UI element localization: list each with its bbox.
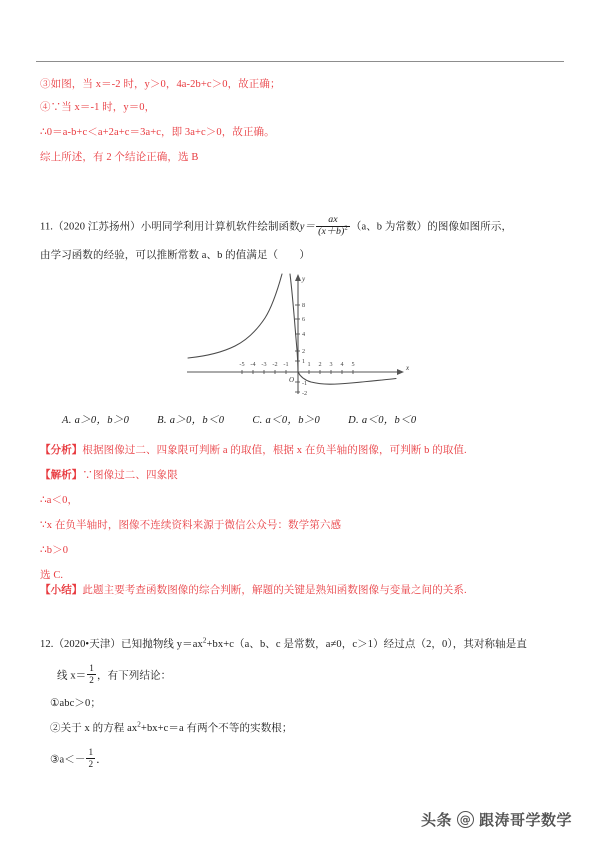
question-11-analysis: [40, 444, 467, 458]
analysis-text: 根据图像过二、四象限可判断 a 的取值，根据 x 在负半轴的图像，可判断 b 的取值.: [82, 445, 467, 456]
question-11-stem-line-1: [40, 215, 512, 238]
question-11-formula-fraction: [316, 215, 350, 238]
question-11-stem-text-a: 小明同学利用计算机软件绘制函数: [140, 221, 300, 233]
fraction-denominator: 2: [88, 758, 94, 769]
svg-text:8: 8: [302, 302, 306, 309]
question-12-axis-text-a: 线 x＝: [57, 670, 87, 682]
curve-left-branch: [188, 274, 282, 358]
y-tick-labels: [302, 302, 307, 397]
origin-label: O: [289, 376, 295, 384]
svg-text:-2: -2: [302, 390, 308, 397]
question-12-stem-line-2: [57, 664, 171, 685]
conclusion-2-text-a: ②关于 x 的方程 ax: [50, 723, 138, 734]
svg-text:-3: -3: [261, 361, 267, 368]
explanation-answer: 选 C.: [40, 570, 64, 581]
option-b[interactable]: B. a＞0，b＜0: [157, 415, 225, 426]
conclusion-3-text-b: ．: [96, 754, 107, 766]
y-axis-label: y: [302, 275, 306, 283]
svg-text:1: 1: [307, 361, 311, 368]
svg-text:2: 2: [302, 348, 306, 355]
x-axis-label: x: [406, 364, 410, 372]
question-11-explanation: [40, 469, 178, 483]
question-12-conclusion-1: ①abc＞0；: [50, 698, 101, 709]
fraction-numerator: 1: [87, 664, 96, 675]
conclusion-2-exponent: 2: [137, 720, 141, 729]
question-11-figure: [183, 272, 415, 398]
question-12-conclusion-3: [50, 748, 107, 769]
option-a[interactable]: A. a＞0，b＞0: [62, 415, 130, 426]
conclusion-2-text-b: +bx+c＝a 有两个不等的实数根；: [140, 723, 293, 734]
question-12-source: （2020•天津）: [53, 639, 122, 650]
svg-text:-1: -1: [302, 380, 308, 387]
question-12-number: 12.: [40, 639, 54, 650]
question-11-summary: [40, 584, 467, 598]
denominator-exponent: 2: [344, 225, 348, 233]
svg-text:5: 5: [351, 361, 355, 368]
fraction-numerator: ax: [316, 215, 350, 227]
watermark-handle: 跟涛哥学数学: [478, 811, 572, 829]
summary-text: 此题主要考查函数图像的综合判断，解题的关键是熟知函数图像与变量之间的关系.: [82, 585, 467, 596]
solution-line-5: ∴0＝a‑b+c＜a+2a+c＝3a+c，即 3a+c＞0，故正确。: [40, 127, 275, 138]
svg-text:3: 3: [329, 361, 333, 368]
question-11-options: [62, 414, 416, 428]
svg-text:1: 1: [302, 358, 306, 365]
question-11-stem-text-b: （a、b 为常数）的图像如图所示，: [350, 221, 513, 233]
solution-line-4: ④∵当 x＝‑1 时，y＝0，: [40, 102, 156, 113]
svg-text:-1: -1: [283, 361, 289, 368]
explanation-label: 【解析】: [40, 470, 83, 481]
option-c[interactable]: C. a＜0，b＞0: [252, 415, 321, 426]
svg-text:6: 6: [302, 316, 306, 323]
function-graph-svg: [183, 272, 415, 398]
svg-text:4: 4: [302, 331, 306, 338]
explanation-text: ∵图像过二、四象限: [82, 470, 178, 481]
denominator-base: (x＋b): [318, 226, 345, 238]
at-sign-icon: @: [457, 811, 474, 828]
solution-line-3: ③如图，当 x＝‑2 时，y＞0，4a‑2b+c＞0，故正确；: [40, 79, 281, 90]
explanation-step-3: ∴b＞0: [40, 545, 69, 556]
conclusion-3-fraction: [86, 748, 95, 769]
question-12-axis-text-b: ，有下列结论：: [97, 670, 172, 682]
header-divider-rule: [36, 61, 564, 62]
analysis-label: 【分析】: [40, 445, 83, 456]
watermark: [421, 809, 572, 830]
explanation-step-2: ∵x 在负半轴时，图像不连续资料来源于微信公众号：数学第六感: [40, 520, 342, 531]
question-11-source: （2020 江苏扬州）: [53, 221, 141, 233]
x-axis-arrow: [397, 369, 404, 375]
question-11-formula-lhs: y＝: [299, 221, 316, 233]
question-12-stem-b: +bx+c（a、b、c 是常数，a≠0，c＞1）经过点（2，0），其对称轴是直: [206, 639, 527, 650]
question-11-stem-line-2: 由学习函数的经验，可以推断常数 a、b 的值满足（ ）: [40, 250, 310, 261]
svg-text:2: 2: [318, 361, 322, 368]
svg-text:-5: -5: [239, 361, 245, 368]
question-12-stem-line-1: [40, 638, 527, 652]
fraction-denominator: 2: [89, 674, 94, 685]
svg-text:4: 4: [340, 361, 344, 368]
fraction-denominator: [316, 227, 350, 238]
x-tick-labels: [239, 361, 354, 368]
svg-text:-2: -2: [272, 361, 278, 368]
explanation-step-1: ∴a＜0，: [40, 495, 79, 506]
option-d[interactable]: D. a＜0，b＜0: [348, 415, 417, 426]
question-12-stem-a: 已知抛物线 y＝ax: [121, 639, 203, 650]
y-axis-arrow: [295, 274, 301, 281]
question-11-number: 11.: [40, 221, 54, 233]
svg-text:-4: -4: [250, 361, 256, 368]
conclusion-3-text-a: ③a＜－: [50, 754, 86, 766]
solution-conclusion: 综上所述，有 2 个结论正确，选 B: [40, 152, 199, 163]
question-12-exponent: 2: [202, 636, 207, 645]
fraction-numerator: 1: [86, 748, 95, 759]
watermark-brand: 头条: [420, 811, 452, 829]
question-12-conclusion-2: [50, 722, 293, 736]
summary-label: 【小结】: [40, 585, 83, 596]
question-12-axis-fraction: [87, 664, 96, 685]
